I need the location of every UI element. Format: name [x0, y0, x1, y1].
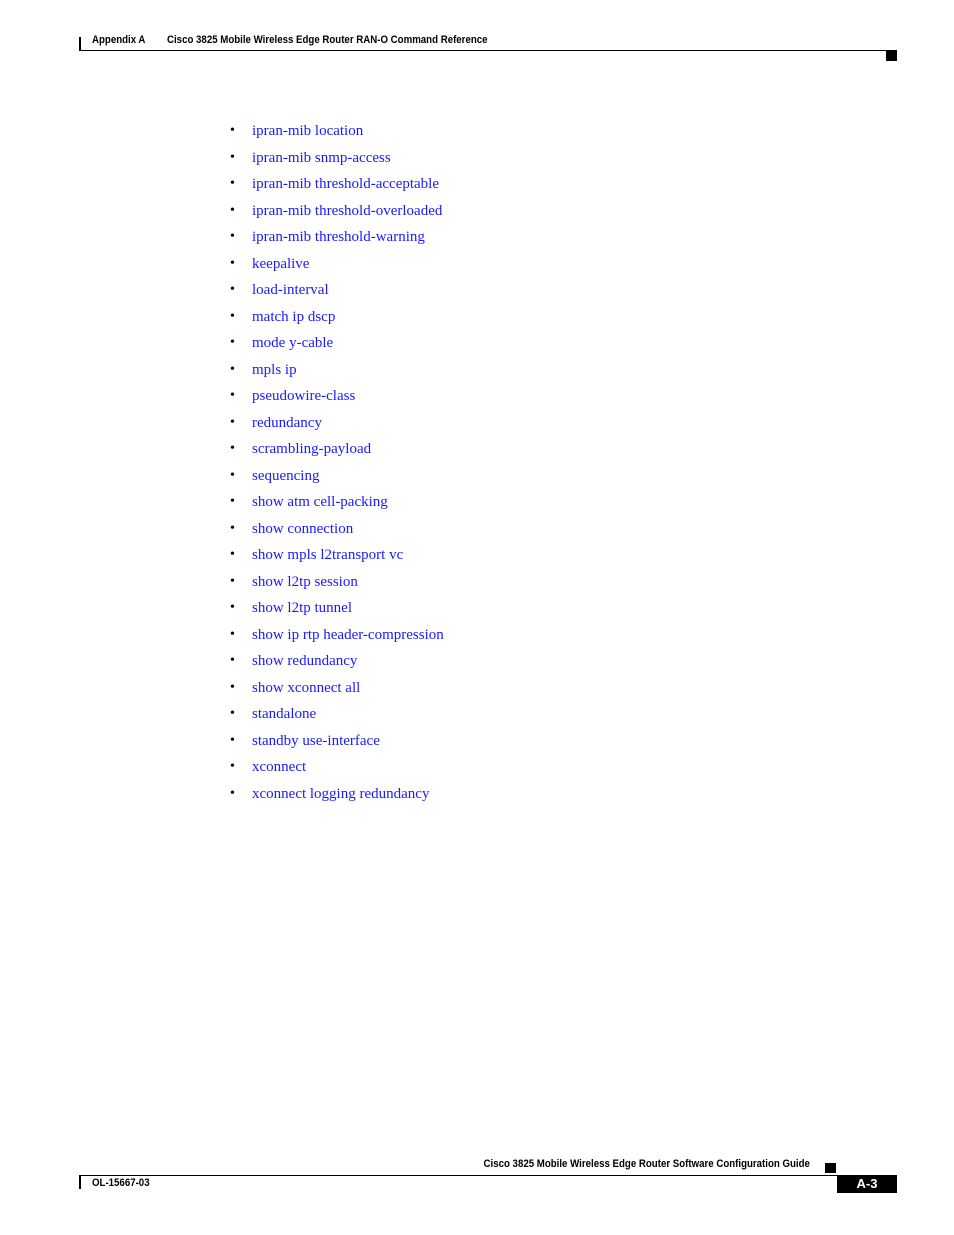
command-link[interactable]: ipran-mib snmp-access [252, 149, 391, 166]
bullet-icon: • [230, 759, 235, 774]
command-link[interactable]: show connection [252, 520, 354, 537]
command-link[interactable]: standby use-interface [252, 732, 380, 749]
command-link[interactable]: show xconnect all [252, 679, 361, 696]
bullet-icon: • [230, 706, 235, 721]
bullet-icon: • [230, 414, 235, 430]
bullet-icon: • [230, 388, 235, 403]
header-section: Appendix A [92, 34, 146, 46]
bullet-icon: • [230, 626, 235, 642]
command-link[interactable]: show atm cell-packing [252, 494, 388, 510]
footer-doc-number: OL-15667-03 [92, 1177, 150, 1189]
bullet-icon: • [230, 467, 235, 483]
command-link[interactable]: show ip rtp header-compression [252, 626, 444, 643]
page-number: A-3 [837, 1175, 897, 1193]
bullet-icon: • [230, 202, 235, 218]
command-link[interactable]: load-interval [252, 282, 329, 298]
bullet-icon: • [230, 785, 235, 801]
command-link[interactable]: mode y-cable [252, 335, 334, 351]
footer-guide-title: Cisco 3825 Mobile Wireless Edge Router Software Configuration Guide [483, 1158, 810, 1170]
bullet-icon: • [230, 653, 235, 668]
bullet-icon: • [230, 308, 235, 324]
bullet-icon: • [230, 520, 235, 536]
command-link[interactable]: standalone [252, 706, 317, 722]
bullet-icon: • [230, 229, 235, 244]
command-link[interactable]: mpls ip [252, 361, 297, 378]
command-link[interactable]: redundancy [252, 414, 322, 431]
bullet-icon: • [230, 600, 235, 615]
command-link[interactable]: sequencing [252, 467, 320, 484]
command-link[interactable]: scrambling-payload [252, 441, 372, 457]
footer-rule [79, 1175, 897, 1176]
command-link[interactable]: ipran-mib threshold-warning [252, 229, 425, 245]
command-link[interactable]: match ip dscp [252, 308, 336, 325]
header-chapter-title: Cisco 3825 Mobile Wireless Edge Router RAN-O Command Reference [167, 34, 488, 46]
command-link[interactable]: keepalive [252, 255, 310, 272]
bullet-icon: • [230, 679, 235, 695]
command-link[interactable]: xconnect [252, 759, 307, 775]
command-link[interactable]: ipran-mib location [252, 123, 364, 139]
command-link[interactable]: pseudowire-class [252, 388, 356, 404]
header-corner-block [886, 51, 897, 61]
command-link[interactable]: show l2tp session [252, 573, 358, 590]
bullet-icon: • [230, 441, 235, 456]
command-link[interactable]: xconnect logging redundancy [252, 785, 430, 802]
command-link[interactable]: show redundancy [252, 653, 358, 669]
footer-tick-mark [79, 1175, 81, 1189]
command-link[interactable]: ipran-mib threshold-acceptable [252, 176, 440, 192]
bullet-icon: • [230, 176, 235, 191]
bullet-icon: • [230, 282, 235, 297]
bullet-icon: • [230, 732, 235, 748]
bullet-icon: • [230, 573, 235, 589]
bullet-icon: • [230, 361, 235, 377]
command-link[interactable]: show mpls l2transport vc [252, 547, 404, 563]
footer-corner-block [825, 1163, 836, 1173]
command-link[interactable]: show l2tp tunnel [252, 600, 352, 616]
bullet-icon: • [230, 123, 235, 138]
bullet-icon: • [230, 494, 235, 509]
bullet-icon: • [230, 149, 235, 165]
bullet-icon: • [230, 255, 235, 271]
header-rule [79, 50, 897, 51]
bullet-icon: • [230, 335, 235, 350]
bullet-icon: • [230, 547, 235, 562]
header-tick-mark [79, 37, 81, 51]
command-link[interactable]: ipran-mib threshold-overloaded [252, 202, 443, 219]
